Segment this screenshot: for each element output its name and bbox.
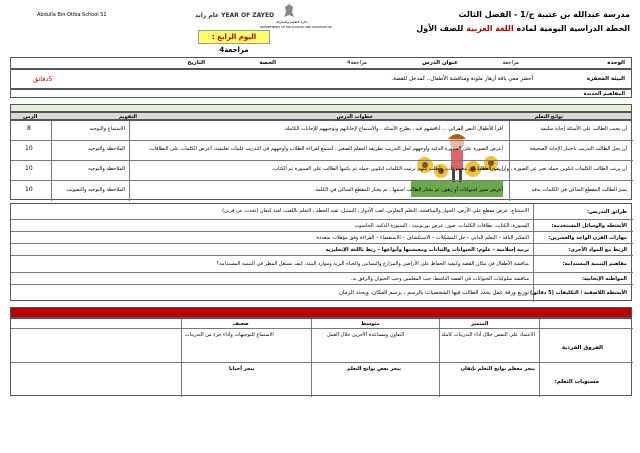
unit-value: مراجعة xyxy=(502,60,519,66)
day-banner: اليوم الرابع : مراجعة4 xyxy=(198,30,270,44)
detail-row xyxy=(11,273,633,285)
details-table xyxy=(10,203,632,301)
detail-value: السبورة، الكتاب، بطاقات الكلمات، صور، عرض بوربوينت ، السبورة الذكية، الحاسوب xyxy=(354,223,529,229)
process-row xyxy=(11,121,633,141)
col-steps: خطوات الدرس xyxy=(336,114,373,120)
row-steps: أعرض الصورة على السبورة الذكية وأوجههم لحل التدريب بطريقة المعلم الصغير.. أستمع لقراءة الطلاب وأوجههم في التدريب كلمات تعليمية، أعرض الكلمات على البطاقات. xyxy=(148,146,503,152)
unit-label: الوحدة xyxy=(607,60,625,66)
warmup-text: أحضر معي باقة أزهار ملونة ومناقشة الأطفال.. كمدخل للقصة. xyxy=(391,76,533,82)
detail-label: مهارات القرن الواحد والعشرين: xyxy=(548,235,627,241)
detail-row xyxy=(11,232,633,244)
warmup-time: 5دقائق xyxy=(33,75,53,83)
levels-label: مستويات التعلم: xyxy=(554,379,599,385)
diff-label: الفروق الفردية xyxy=(561,345,603,351)
detail-value: توزيع ورقة عمل يحدد الطالب فيها الشخصيات بالرسم ، برسم المكان، ويحدد الزمان xyxy=(339,290,529,296)
row-steps: أعرض صور لحيوانات أو زهور، ثم يختار الطالب اسمها ، ثم يختار المقطع الساكن في الكلمة. xyxy=(313,187,503,193)
row-assessment: الملاحظة والتوجيه والتصويب xyxy=(66,187,125,193)
detail-value: مناقشة الأطفال في مكان القصة وكيفية الحفاظ على الأراضي والمزارع والبساتين والحياة البرية وموارد البيئة، كيف نستغل المطر في التنمية المستدامة؟ xyxy=(216,261,529,267)
detail-row xyxy=(11,256,633,273)
process-row xyxy=(11,181,633,201)
process-row xyxy=(11,141,633,161)
col-average: متوسط xyxy=(361,321,380,327)
diff-average: التعاون ومساعدة الآخرين خلال العمل xyxy=(327,332,405,338)
row-steps: أقرأ للأطفال النص القرائي ... أناقشهم فيه ، بطرح الأسئلة ، والاستماع لإجاباتهم وتوجيههم للإجابات الكاملة. xyxy=(283,126,503,132)
lvl-weak: ينجز أحيانا xyxy=(229,366,255,372)
ministry-ar: دائرة التعليم والمعرفة xyxy=(276,20,308,24)
detail-row xyxy=(11,220,633,232)
row-outcome: أن يحل الطالب التدريب باختيار الإجابة الصحيحة xyxy=(529,146,627,152)
row-time: 8 xyxy=(27,125,31,132)
concepts-label: المفاهيم الجديدة xyxy=(583,91,625,97)
col-assessment: التقويم xyxy=(118,114,137,120)
plan-title: الخطة الدراسية اليومية لمادة اللغة العربية للصف الأول xyxy=(416,24,630,33)
lvl-average: ينجز بعض نواتج التعلم xyxy=(347,366,401,372)
detail-label: الربط مع المواد الأخرى: xyxy=(568,247,627,253)
process-rows xyxy=(10,120,632,200)
warmup-label: البيئة المحفزة xyxy=(586,76,625,82)
school-name-ar: مدرسة عبدالله بن عتيبة ح/1 - الفصل الثالث xyxy=(458,10,630,19)
col-time: الزمن xyxy=(23,114,38,120)
zayed-logo: عام زايد YEAR OF ZAYED xyxy=(195,12,275,19)
period-label: الحصة xyxy=(259,60,276,66)
col-excellent: المتميز xyxy=(471,321,489,327)
detail-label: طرائق التدريس: xyxy=(586,209,627,215)
lvl-excellent: ينجز معظم نواتج التعلم بإتقان xyxy=(460,366,535,372)
row-steps: أرتب الطلاب في مجموعات، وأطلب منهم ترتيب الكلمات لتكوين جملة ثم يكتبها الطالب على السبورة ثم الكتاب. xyxy=(271,166,503,172)
lesson-title-value: مراجعة4 xyxy=(346,60,367,66)
notes-table xyxy=(10,318,632,396)
row-outcome: أن يجيب الطالب على الأسئلة إجابة سليمة xyxy=(540,126,627,132)
info-row xyxy=(10,57,632,69)
date-label: التاريخ xyxy=(187,60,205,66)
process-title xyxy=(10,104,632,112)
row-assessment: الملاحظة والتوجيه xyxy=(88,146,125,152)
warmup-row xyxy=(10,69,632,89)
row-assessment: الاستماع والتوجيه xyxy=(89,126,125,132)
row-time: 10 xyxy=(25,145,33,152)
notes-title: ملاحظات المعلم xyxy=(10,307,632,318)
row-time: 10 xyxy=(25,186,33,193)
row-outcome: أن يرتب الطالب الكلمات لتكوين جملة تعبر عن الصورة ، وأن يدون خطيا xyxy=(477,166,627,172)
detail-label: الأنشطة والوسائل المستخدمة: xyxy=(551,223,627,229)
process-row xyxy=(11,161,633,181)
detail-row xyxy=(11,204,633,220)
detail-label: الأنشطة اللاصفية / التكليفات (5 دقائق) xyxy=(529,290,627,296)
notes-header-row xyxy=(11,319,633,329)
detail-row xyxy=(11,285,633,302)
row-assessment: الملاحظة والتوجيه xyxy=(88,166,125,172)
detail-value: تربية إسلامية – علوم: الحيوانات والنباتات ومعيشتها وأنواعها – ربط باللغة الإنجليزية xyxy=(325,247,529,253)
col-outcomes: نواتج التعلم xyxy=(534,114,563,120)
row-time: 10 xyxy=(25,165,33,172)
process-col-headers xyxy=(10,112,632,120)
lesson-title-label: عنوان الدرس xyxy=(422,60,458,66)
ministry-en: DEPARTMENT OF EDUCATION AND KNOWLEDGE xyxy=(260,25,332,29)
diff-excellent: الاعتماد على النفس خلال أداء التدريبات كاملة xyxy=(441,332,535,338)
row-outcome: يميز الطالب المقطع الساكن في الكلمات بدقة xyxy=(531,187,627,193)
col-weak: ضعيف xyxy=(233,321,249,327)
detail-value: مناقشة سلوكيات الحيوانات في القصة الناشط، حب المعلمين وحب الحيوان والرفق به. xyxy=(350,276,529,282)
detail-value: الاستنتاج، عرض مقطع على الأرض، الحوار والمناقشة، التعلم التعاوني، لعب الأدوار ، التمثيل، ثقيد الخطة ، التعلم باللعب، لعبة كيفان (تحدث عن قرين) xyxy=(222,208,529,214)
detail-label: مفاهيم التنمية المستدامة: xyxy=(562,261,627,267)
detail-value: التفكير الناقد – التعلم الذاتي – حل المشكلات – الاستكشاف – الاستقصاء – القراءة وفق مؤهلات متعددة xyxy=(316,235,529,241)
school-name-en: Abdulla Bin Otiba School S1 xyxy=(37,12,107,18)
detail-row xyxy=(11,244,633,256)
detail-label: المواطنة الإيجابية: xyxy=(581,276,627,282)
notes-levels-row xyxy=(11,363,633,397)
diff-weak: الاستماع للتوجيهات وأداء جزء من التدريبات xyxy=(185,332,274,338)
concepts-row xyxy=(10,89,632,98)
falcon-emblem-icon xyxy=(282,3,296,19)
notes-diff-row xyxy=(11,329,633,363)
